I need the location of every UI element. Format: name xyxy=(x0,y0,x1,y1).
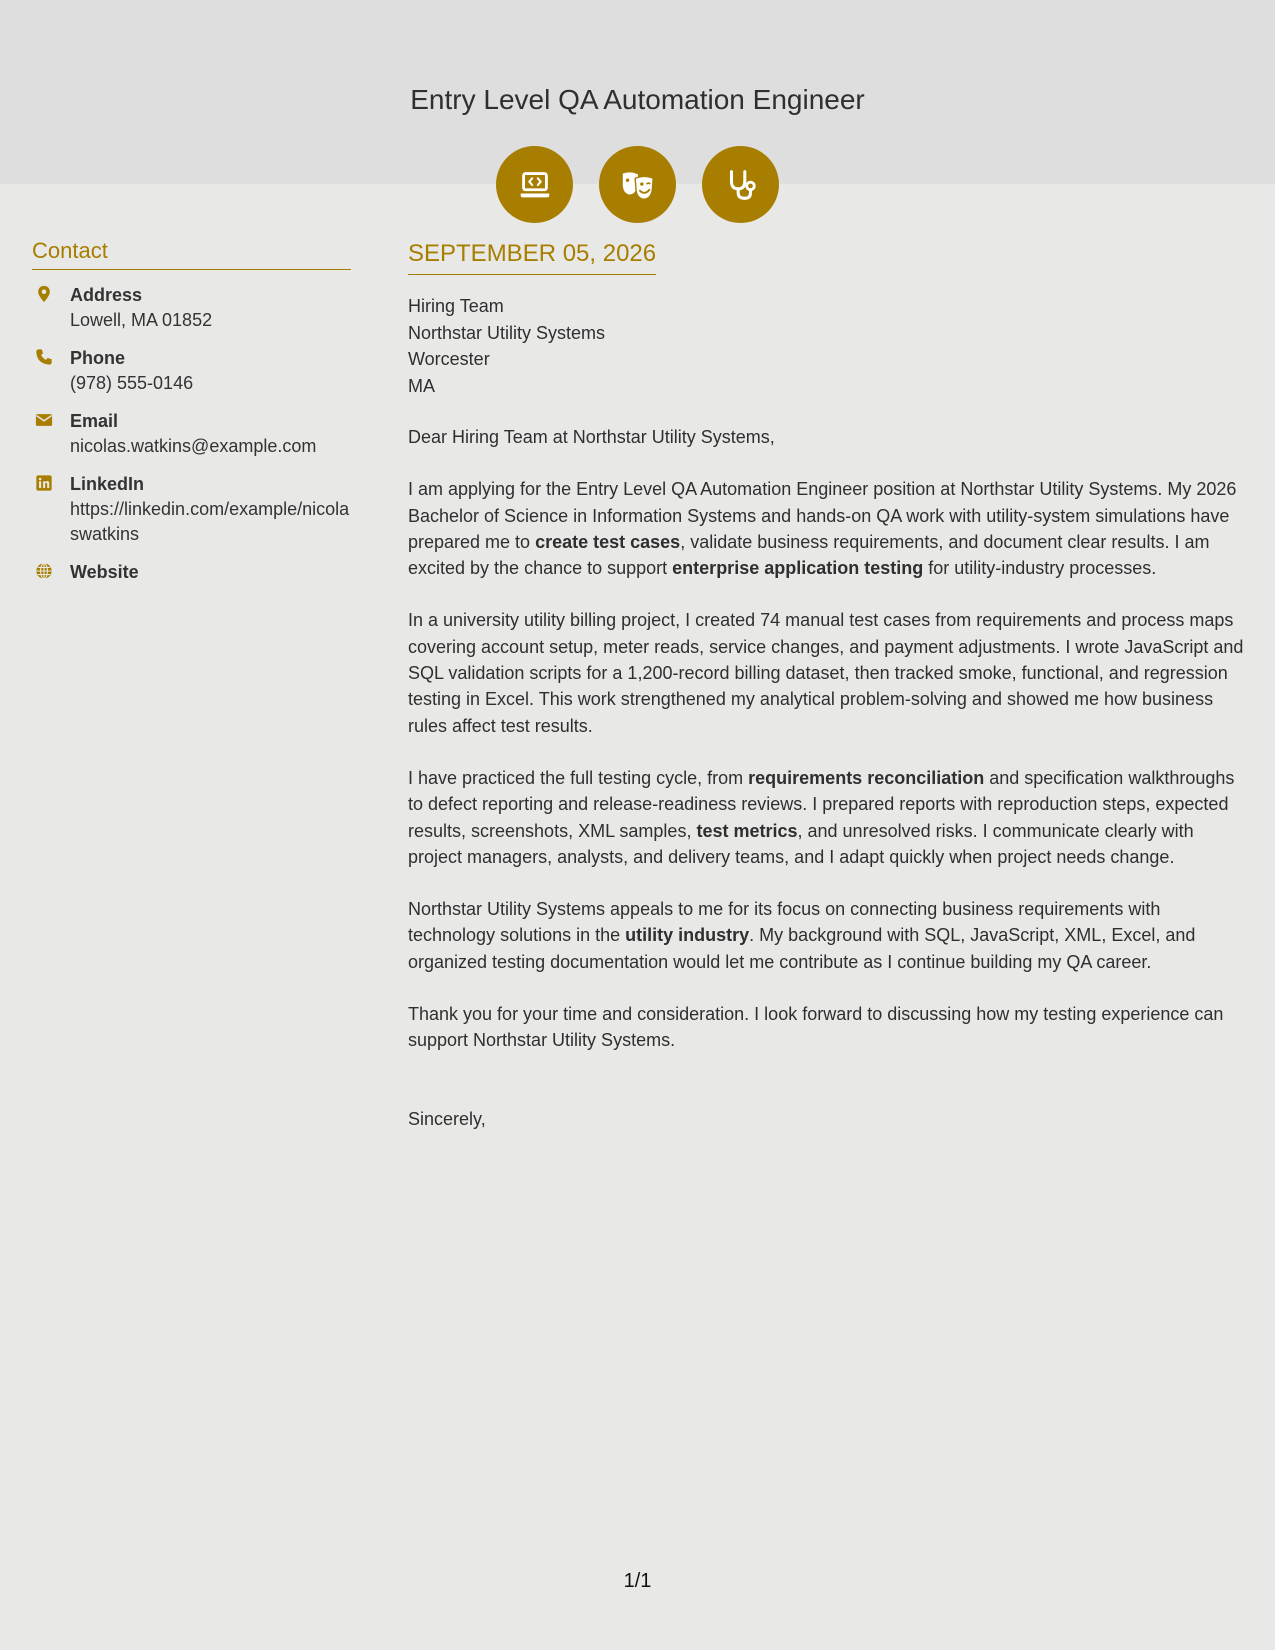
contact-item-phone xyxy=(32,346,351,396)
stethoscope-icon xyxy=(702,146,779,223)
contact-label: Website xyxy=(70,562,139,582)
document-title: Entry Level QA Automation Engineer xyxy=(410,84,865,115)
paragraph-1: I am applying for the Entry Level QA Automation Engineer position at Northstar Utility Systems. My 2026 Bachelor of Science in Information Systems and hands-on QA work with utility-system simulations have prepared me to create test cases, validate business requirements, and document clear results. I am excited by the chance to support enterprise application testing for utility-industry processes. xyxy=(408,479,1237,579)
paragraph-2: In a university utility billing project, I created 74 manual test cases from requirements and process maps covering account setup, meter reads, service changes, and payment adjustments. I wrote JavaScript and SQL validation scripts for a 1,200-record billing dataset, then tracked smoke, functional, and regression testing in Excel. This work strengthened my analytical problem-solving and showed me how business rules affect test results. xyxy=(408,610,1244,736)
contact-item-email xyxy=(32,409,351,459)
envelope-icon xyxy=(32,409,70,429)
paragraph-4: Northstar Utility Systems appeals to me for its focus on connecting business requirements with technology solutions in the utility industry. My background with SQL, JavaScript, XML, Excel, and organized testing documentation would let me contribute as I continue building my QA career. xyxy=(408,899,1196,972)
recipient-line: Northstar Utility Systems xyxy=(408,322,606,343)
globe-icon xyxy=(32,560,70,580)
page-number: 1/1 xyxy=(623,1570,652,1592)
laptop-code-icon xyxy=(496,146,573,223)
letter-date: SEPTEMBER 05, 2026 xyxy=(408,240,656,275)
paragraph-5: Thank you for your time and consideration. I look forward to discussing how my testing experience can support Northstar Utility Systems. xyxy=(408,1004,1224,1051)
contact-item-website xyxy=(32,560,351,585)
map-pin-icon xyxy=(32,283,70,303)
salutation: Dear Hiring Team at Northstar Utility Systems, xyxy=(408,427,775,447)
contact-item-linkedin xyxy=(32,472,351,547)
header-icon-row xyxy=(0,146,1275,223)
contact-value: nicolas.watkins@example.com xyxy=(70,436,317,456)
letter-body xyxy=(408,240,1248,1132)
contact-list xyxy=(32,283,351,585)
contact-heading: Contact xyxy=(32,238,351,270)
recipient-line: Hiring Team xyxy=(408,296,504,316)
contact-label: Email xyxy=(70,411,119,431)
contact-sidebar xyxy=(32,238,351,598)
linkedin-icon xyxy=(32,472,70,492)
contact-label: Phone xyxy=(70,348,126,368)
contact-item-address xyxy=(32,283,351,333)
linkedin-link[interactable]: https://linkedin.com/example/nicolaswatkins xyxy=(70,499,350,544)
phone-icon xyxy=(32,346,70,366)
recipient-line: Worcester xyxy=(408,349,490,369)
closing: Sincerely, xyxy=(408,1108,486,1129)
contact-label: Address xyxy=(70,285,143,305)
contact-value: (978) 555-0146 xyxy=(70,373,194,393)
recipient-block xyxy=(408,293,1248,399)
contact-value: Lowell, MA 01852 xyxy=(70,310,213,330)
theater-masks-icon xyxy=(599,146,676,223)
contact-label: LinkedIn xyxy=(70,474,145,494)
recipient-line: MA xyxy=(408,375,435,396)
paragraph-3: I have practiced the full testing cycle, from requirements reconciliation and specification walkthroughs to defect reporting and release-readiness reviews. I prepared reports with reproduction steps, expected results, screenshots, XML samples, test metrics, and unresolved risks. I communicate clearly with project managers, analysts, and delivery teams, and I adapt quickly when project needs change. xyxy=(408,767,1235,867)
letter-content xyxy=(408,424,1248,1132)
